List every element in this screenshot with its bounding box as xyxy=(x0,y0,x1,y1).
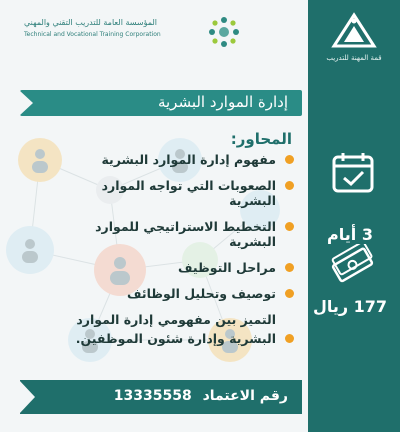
accreditation-label: رقم الاعتماد xyxy=(202,388,288,404)
topic-item: مفهوم إدارة الموارد البشرية xyxy=(64,152,294,167)
accreditation-number: 13335558 xyxy=(113,388,192,404)
bullet-icon xyxy=(285,181,294,190)
calendar-check-icon xyxy=(330,150,376,196)
topic-item: التميز بين مفهومي إدارة الموارد xyxy=(76,312,276,327)
title-bar xyxy=(20,90,302,116)
org-logo xyxy=(16,14,296,58)
bullet-icon xyxy=(285,334,294,343)
topics-list xyxy=(64,152,294,357)
bullet-icon xyxy=(285,289,294,298)
org-name-arabic: المؤسسة العامة للتدريب التقني والمهني xyxy=(24,18,158,27)
topics-heading: المحاور: xyxy=(230,130,292,148)
bullet-icon xyxy=(285,222,294,231)
accreditation xyxy=(108,388,288,404)
side-panel xyxy=(308,0,400,432)
course-duration: 3 أيام xyxy=(327,225,373,244)
topic-item: البشرية وإدارة شئون الموظفين. xyxy=(64,331,294,346)
cash-icon xyxy=(328,244,376,284)
brand-logo xyxy=(322,12,386,70)
topic-item: التخطيط الاستراتيجي للموارد البشرية xyxy=(64,219,294,249)
topic-item: مراحل التوظيف xyxy=(64,260,294,275)
topic-item: توصيف وتحليل الوظائف xyxy=(64,286,294,301)
bullet-icon xyxy=(285,263,294,272)
course-title: إدارة الموارد البشرية xyxy=(157,93,288,111)
course-price: 177 ريال xyxy=(312,297,388,316)
org-name-english: Technical and Vocational Training Corporation xyxy=(24,31,161,38)
brand-caption: قمة المهنة للتدريب xyxy=(326,54,382,62)
topic-item: الصعوبات التي تواجه الموارد البشرية xyxy=(64,178,294,208)
org-logo-icon xyxy=(206,14,242,50)
bullet-icon xyxy=(285,155,294,164)
brand-logo-icon xyxy=(330,12,378,52)
accreditation-bar xyxy=(20,380,302,414)
